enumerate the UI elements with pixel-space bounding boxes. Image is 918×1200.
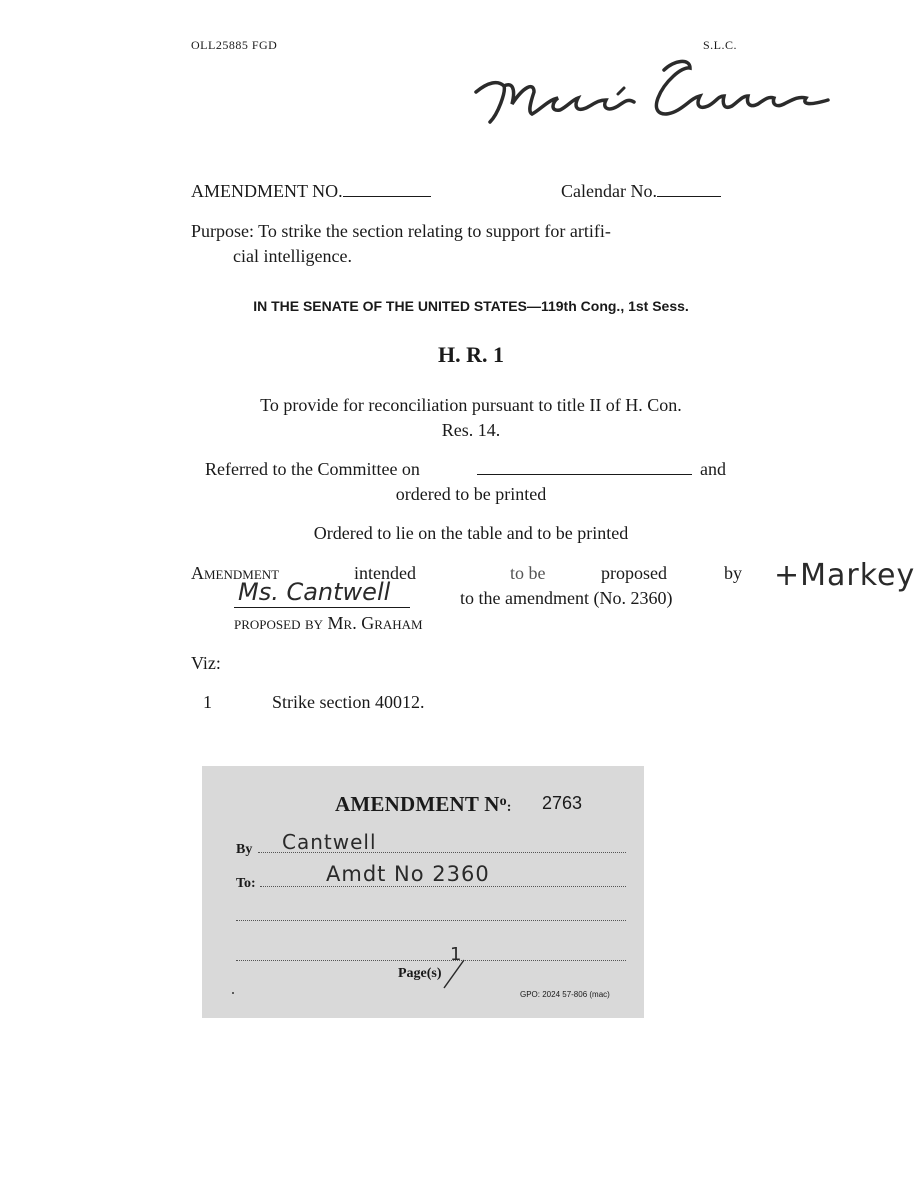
bill-number: H. R. 1 [438, 342, 504, 367]
proposed-by-graham [234, 613, 423, 634]
card-by-value: Cantwell [282, 830, 377, 854]
senate-session-line: IN THE SENATE OF THE UNITED STATES—119th Cong., 1st Sess. [253, 298, 689, 314]
card-footer: GPO: 2024 57-806 (mac) [520, 990, 610, 999]
amendment-number-blank [343, 180, 431, 197]
referred-line-2: ordered to be printed [395, 484, 547, 504]
card-by-label: By [236, 842, 253, 857]
referred-start: Referred to the Committee on [205, 459, 420, 479]
calendar-number-label: Calendar No. [561, 181, 657, 201]
card-dot [232, 992, 234, 994]
handwritten-sponsor: Ms. Cantwell [238, 578, 391, 606]
card-title-text: AMENDMENT N [335, 792, 500, 816]
bill-title-line-1: To provide for reconciliation pursuant to title II of H. Con. [260, 395, 682, 415]
handwritten-markey: +Markey [774, 558, 916, 593]
proposed-word: proposed [601, 563, 667, 583]
card-to-value: Amdt No 2360 [326, 862, 490, 886]
referred-and: and [700, 459, 726, 479]
card-title: AMENDMENT $N^o$: [335, 792, 512, 816]
card-amendment-number: 2763 [542, 793, 583, 813]
purpose-line-2: cial intelligence. [233, 246, 352, 266]
amendment-word: Amendment [191, 563, 280, 583]
ordered-line: Ordered to lie on the table and to be printed [313, 523, 629, 543]
amendment-number-line [191, 180, 431, 202]
signature [468, 52, 838, 132]
sponsor-blank [234, 607, 410, 608]
amendment-number-label: AMENDMENT NO. [191, 181, 343, 201]
card-blank-line-2 [236, 960, 626, 961]
calendar-number-blank [657, 180, 721, 197]
card-pages-value: 1 [450, 944, 462, 965]
purpose-line-1: Purpose: To strike the section relating to support for artifi- [191, 221, 611, 241]
office-code: S.L.C. [703, 38, 738, 52]
to-be-word: to be [510, 563, 546, 583]
signature-graphic [468, 52, 838, 132]
bill-title-line-2: Res. 14. [441, 420, 501, 440]
line-number: 1 [203, 692, 212, 712]
calendar-number-line [561, 180, 721, 202]
viz-label: Viz: [191, 653, 221, 673]
amendment-card [202, 766, 644, 1018]
doc-code: OLL25885 FGD [191, 38, 278, 52]
committee-blank [477, 474, 692, 475]
intended-word: intended [354, 563, 416, 583]
by-word: by [724, 563, 742, 583]
body-text-line: Strike section 40012. [272, 692, 425, 712]
card-pages-strike [440, 956, 470, 992]
card-to-line [260, 886, 626, 887]
card-pages-label: Page(s) [398, 966, 442, 981]
card-blank-line-1 [236, 920, 626, 921]
to-the-amendment: to the amendment (No. 2360) [460, 588, 673, 608]
proposed-by-text: proposed by Mr. Graham [234, 613, 423, 633]
card-to-label: To: [236, 876, 256, 891]
